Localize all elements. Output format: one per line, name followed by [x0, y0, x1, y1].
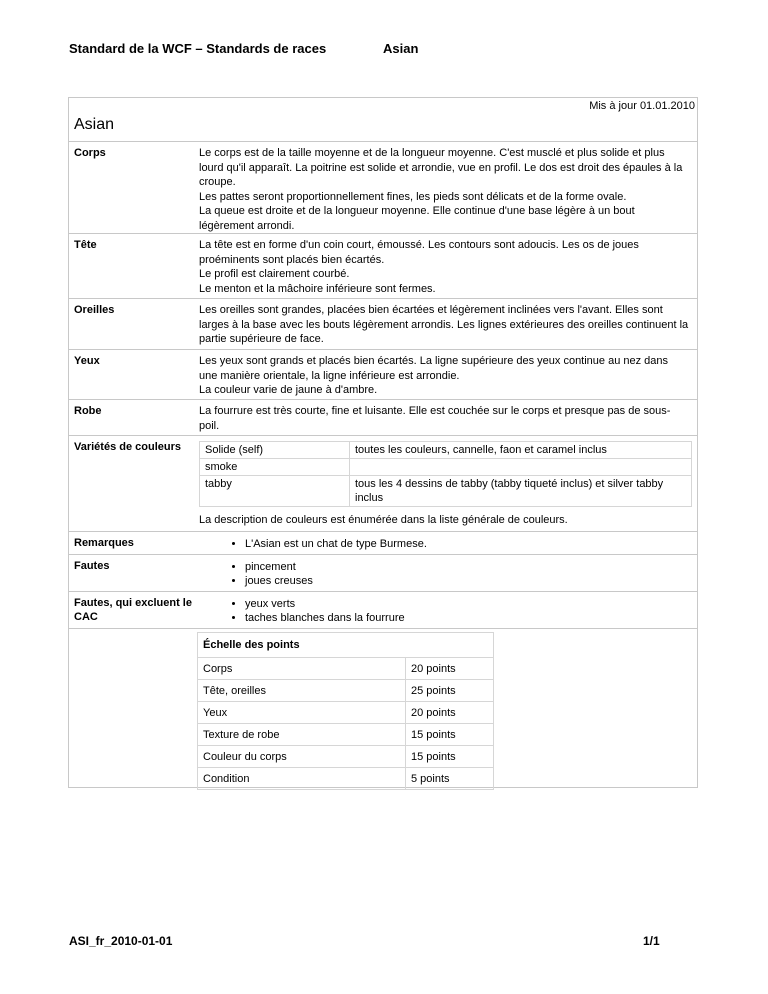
points-scale-table: [197, 632, 494, 790]
points-value: 25 points: [406, 680, 494, 702]
color-description: [350, 459, 692, 476]
section-text: La fourrure est très courte, fine et luisante. Elle est couchée sur le corps et presque pas de sous-poil.: [199, 405, 671, 432]
section-label: Remarques: [74, 537, 134, 549]
section-divider: [69, 628, 697, 629]
list-item: • pincement: [245, 560, 313, 574]
color-name: smoke: [200, 459, 350, 476]
footer-page-number: 1/1: [643, 934, 660, 948]
points-label: Yeux: [198, 702, 406, 724]
points-label: Texture de robe: [198, 724, 406, 746]
points-value: 15 points: [406, 746, 494, 768]
section-yeux: [69, 349, 697, 399]
points-value: 20 points: [406, 702, 494, 724]
points-label: Condition: [198, 768, 406, 790]
color-name: Solide (self): [200, 442, 350, 459]
table-row: [198, 746, 494, 768]
table-row: [198, 658, 494, 680]
list-item: • yeux verts: [245, 597, 405, 611]
section-label: Fautes, qui excluent le CAC: [74, 597, 192, 623]
header-breed: Asian: [383, 41, 419, 56]
list-item: • taches blanches dans la fourrure: [245, 611, 405, 625]
table-row: [198, 724, 494, 746]
section-robe: [69, 399, 697, 435]
color-varieties-table: [199, 441, 692, 507]
points-value: 15 points: [406, 724, 494, 746]
table-row: [198, 768, 494, 790]
list-item: • joues creuses: [245, 574, 313, 588]
section-label: Tête: [74, 239, 97, 251]
table-row: [198, 702, 494, 724]
table-row: [198, 680, 494, 702]
section-label: Yeux: [74, 355, 100, 367]
points-label: Corps: [198, 658, 406, 680]
points-label: Couleur du corps: [198, 746, 406, 768]
section-text: Le corps est de la taille moyenne et de la longueur moyenne. C'est musclé et plus solide et plus lourd qu'il apparaît. La poitrine est solide et arrondie, vue en profil. Le dos est droit des épaules à la croupe. Les pattes seront proportionnellement fines, les pieds sont délicats et de la forme ovale. La queue est droite et de la longueur moyenne. Elle continue d'une base légère à un bout légèrement arrondi.: [199, 147, 683, 232]
color-description: toutes les couleurs, cannelle, faon et caramel inclus: [350, 442, 692, 459]
points-scale-title: Échelle des points: [198, 633, 494, 658]
points-label: Tête, oreilles: [198, 680, 406, 702]
updated-date: Mis à jour 01.01.2010: [589, 100, 695, 112]
points-value: 20 points: [406, 658, 494, 680]
section-varietes: [69, 435, 697, 531]
color-note: La description de couleurs est énumérée dans la liste générale de couleurs.: [199, 514, 568, 526]
table-row: [200, 476, 692, 507]
points-value: 5 points: [406, 768, 494, 790]
table-row: [200, 459, 692, 476]
section-corps: [69, 141, 697, 233]
section-tete: [69, 233, 697, 298]
breed-title: Asian: [74, 116, 115, 133]
remarques-list: [231, 537, 427, 551]
fautes-cac-list: [231, 597, 405, 625]
fautes-list: [231, 560, 313, 588]
section-fautes-cac: [69, 591, 697, 628]
color-name: tabby: [200, 476, 350, 507]
list-item: • L'Asian est un chat de type Burmese.: [245, 537, 427, 551]
section-text: La tête est en forme d'un coin court, émoussé. Les contours sont adoucis. Les os de joues proéminents sont placés bien écartés. Le profil est clairement courbé. Le menton et la mâchoire inférieure sont fermes.: [199, 239, 639, 295]
section-label: Corps: [74, 147, 106, 159]
section-label: Variétés de couleurs: [74, 441, 181, 453]
table-header-row: [198, 633, 494, 658]
header-title: Standard de la WCF – Standards de races: [69, 41, 327, 56]
section-fautes: [69, 554, 697, 591]
section-oreilles: [69, 298, 697, 349]
section-label: Oreilles: [74, 304, 115, 316]
color-description: tous les 4 dessins de tabby (tabby tiqueté inclus) et silver tabby inclus: [350, 476, 692, 507]
section-remarques: [69, 531, 697, 554]
section-label: Robe: [74, 405, 102, 417]
section-label: Fautes: [74, 560, 110, 572]
table-row: [200, 442, 692, 459]
footer-doc-id: ASI_fr_2010-01-01: [69, 934, 173, 948]
section-text: Les oreilles sont grandes, placées bien écartées et légèrement inclinées vers l'avant. Elles sont larges à la base avec les bouts légèrement arrondis. Les lignes extérieures des oreilles continuent la partie supérieure de face.: [199, 304, 689, 345]
section-text: Les yeux sont grands et placés bien écartés. La ligne supérieure des yeux continue au nez dans une manière orientale, la ligne inférieure est arrondie. La couleur varie de jaune à d'ambre.: [199, 355, 669, 396]
